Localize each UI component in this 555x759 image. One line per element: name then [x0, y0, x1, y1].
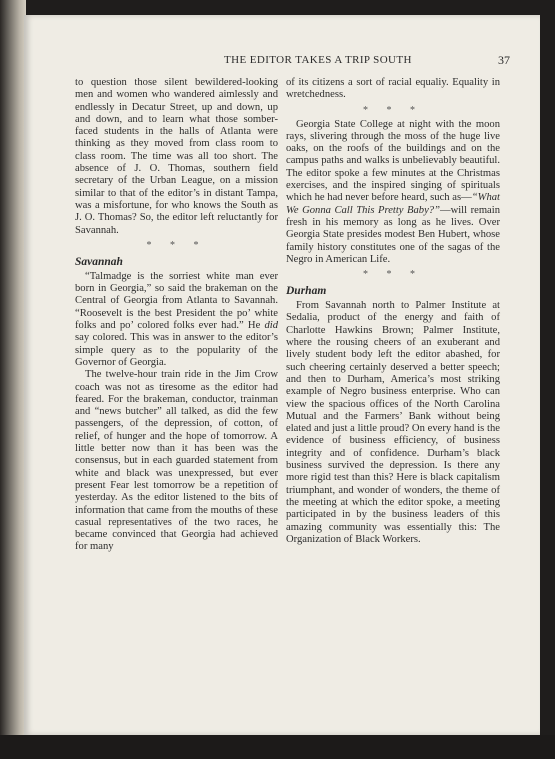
emphasis: did — [264, 320, 278, 332]
running-head: THE EDITOR TAKES A TRIP SOUTH — [224, 54, 412, 66]
paragraph: From Savannah north to Palmer Institute at Sedalia, product of the energy and faith of Charlotte Hawkins Brown; Palmer Institute, where the rousing cheers of an exuberant and lively student body left the editor abashed, for such cheering certainly deserved a better speech; and then to Durham, America’s most striking example of Negro business enterprise. Who can view the spacious offices of the North Carolina Mutual and the Farmers’ Bank without being elated and just a little proud? On every hand is the evidence of business efficiency, of business integrity and of confidence. Durham’s black business survived the depression. Is there any more rigid test than this? Here is black capitalism triumphant, and wonder of wonders, the theme of the meeting at which the editor spoke, a meeting participated in by the business leaders of this amazing community was essentially this: The Organization of Black Workers. — [286, 300, 500, 545]
paragraph: to question those silent bewildered-looking men and women who wandered aimlessly and endlessly in Decatur Street, up and down, up and down, and to learn what those somber-faced students in the halls of Atlanta were thinking as they moved from class room to class room. The time was all too short. The absence of J. O. Thomas, southern field secretary of the Urban League, on a mission similar to that of the editor’s in distant Tampa, was a misfortune, for who knows the South as J. O. Thomas? So, the editor left reluctantly for Savannah. — [75, 77, 278, 236]
text-run: —will remain fresh in his memory as long as he lives. Over Georgia State presides modest Ben Hubert, whose family history constitutes one of the sagas of the Negro in American Life. — [286, 204, 500, 265]
text-run: Georgia State College at night with the moon rays, slivering through the moss of the huge live oaks, on the roofs of the buildings and on the campus paths and walks is unbelievably beautiful. The editor spoke a few minutes at the Christmas exercises, and the inspired singing of spirituals which he had never before heard, such as— — [286, 118, 500, 204]
section-break: * * * — [146, 239, 207, 251]
emphasis: “What We Gonna Call This Pretty Baby?” — [286, 192, 500, 216]
book-gutter — [0, 0, 26, 759]
section-break: * * * — [363, 269, 423, 281]
text-run: “Talmadge is the sorriest white man ever born in Georgia,” so said the brakeman on the Central of Georgia from Atlanta to Savannah. “Roosevelt is the best President the po’ white folks and po’ colored folks ever had.” He — [75, 270, 278, 332]
left-column — [75, 77, 278, 554]
scan-border-bottom — [0, 735, 555, 759]
paragraph: The twelve-hour train ride in the Jim Crow coach was not as tiresome as the editor had feared. For the brakeman, conductor, trainman and “news butcher” all talked, as did the few passengers, of the depression, of cotton, of relief, of hunger and the hope of tomorrow. A little better now than it has been was the consensus, but in each guarded statement from white and black was unexpressed, but ever present Fear lest tomorrow be a repetition of yesterday. As the editor listened to the bits of information that came from the mouths of these casual representatives of the two races, he became convinced that Georgia had achieved for many — [75, 369, 278, 553]
section-heading-durham: Durham — [286, 285, 327, 298]
page-number: 37 — [498, 53, 510, 67]
section-break: * * * — [363, 104, 423, 116]
paragraph — [75, 271, 278, 369]
right-column — [286, 77, 500, 546]
text-run: say colored. This was in answer to the editor’s simple query as to the popularity of the Governor of Georgia. — [75, 332, 278, 368]
paragraph: of its citizens a sort of racial equaliy. Equality in wretchedness. — [286, 77, 500, 101]
book-page — [24, 15, 540, 735]
section-heading-savannah: Savannah — [75, 255, 123, 268]
paragraph — [286, 119, 500, 267]
scan-border-right — [540, 0, 555, 759]
